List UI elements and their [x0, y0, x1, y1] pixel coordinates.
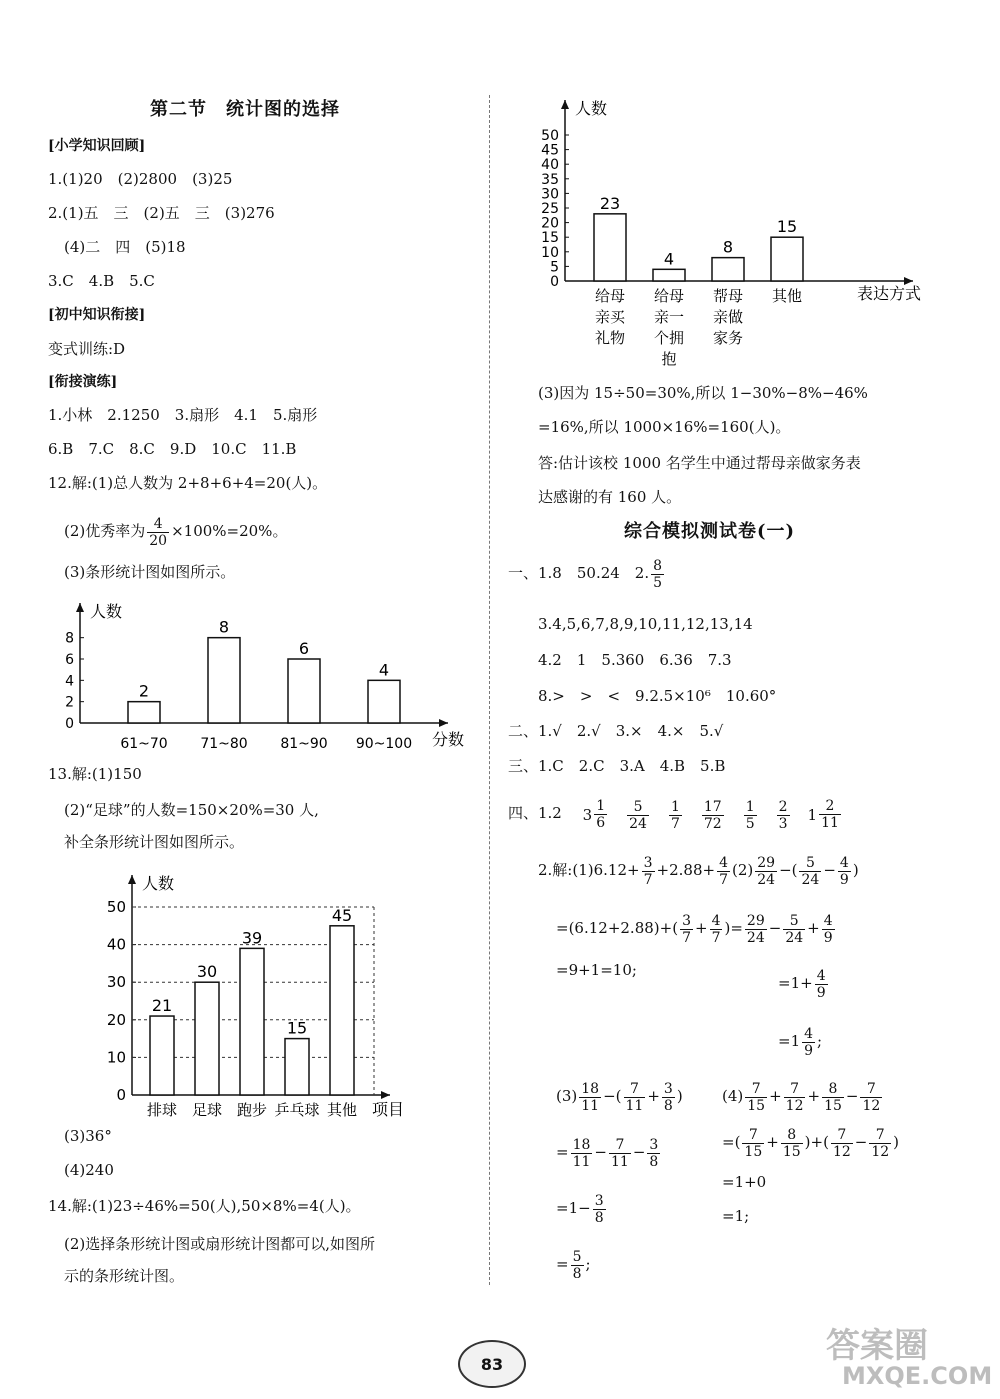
calc2-2b: + — [694, 919, 708, 937]
calc3-4a: = — [556, 1255, 569, 1273]
watermark-text: MXQE.COM — [842, 1362, 993, 1390]
y-tick-label: 40 — [541, 157, 559, 174]
s4-fraction-part — [777, 799, 790, 832]
watermark-logo: 答案圈 — [826, 1326, 928, 1366]
q12-line-2 — [64, 514, 287, 549]
calc3-label: (3) — [556, 1087, 578, 1105]
y-axis-label: 人数 — [90, 602, 123, 621]
calc4-2c: )+( — [804, 1133, 829, 1151]
q13-line-1: 13.解:(1)150 — [48, 765, 142, 783]
calc2-t3: −( — [779, 861, 798, 879]
s4-fraction — [700, 796, 726, 832]
s4-fraction-num: 1 — [596, 798, 606, 814]
y-axis-arrow — [76, 603, 84, 612]
r-answer-b: 达感谢的有 160 人。 — [538, 488, 682, 506]
bar-value-label: 15 — [776, 217, 798, 237]
calc2-t5: ) — [852, 861, 859, 879]
test-title: 综合模拟测试卷(一) — [624, 521, 796, 542]
s4-fraction-den: 11 — [821, 815, 839, 831]
s4-fraction-part — [702, 799, 724, 832]
s2-line: 二、1.√ 2.√ 3.× 4.× 5.√ — [508, 722, 724, 740]
category-label: 61~70 — [120, 736, 168, 752]
q12-line-1: 12.解:(1)总人数为 2+8+6+4=20(人)。 — [48, 474, 328, 492]
calc3-4b: ; — [585, 1255, 591, 1273]
calc2-line-2: =(6.12+2.88)+( $\frac{3}{7}$ + $\frac{4}{7}$ )= $\frac{29}{24}$ − $\frac{5}{24}$ + $\frac{4}{9}$ — [556, 912, 833, 946]
y-tick-label: 0 — [550, 274, 559, 290]
y-tick-label: 35 — [541, 171, 559, 188]
y-tick-label: 10 — [106, 1048, 126, 1067]
s4-fraction-num: 1 — [745, 798, 755, 815]
s4-fraction-num: 17 — [703, 798, 722, 815]
frac-29-24: $\frac{29}{24}$ — [757, 854, 776, 888]
calc2-t1: +2.88+ — [656, 861, 716, 879]
bar — [594, 214, 626, 281]
calc3-t2: + — [647, 1087, 660, 1105]
y-tick-label: 6 — [65, 652, 74, 668]
calc3-line-2: = $\frac{18}{11}$ − $\frac{7}{11}$ − $\frac{3}{8}$ — [556, 1136, 659, 1170]
bar-value-label: 8 — [722, 237, 734, 257]
bar-value-label: 4 — [378, 660, 390, 680]
calc3-2a: = — [556, 1143, 569, 1161]
q13-line-3: (3)36° — [64, 1127, 112, 1145]
s4-fraction-den: 7 — [670, 815, 680, 832]
calc2-4a: =1+ — [778, 974, 813, 992]
y-tick-label: 0 — [116, 1086, 126, 1104]
s1-fraction — [651, 558, 664, 591]
category-label: 给母 — [594, 287, 626, 305]
bar-value-label: 8 — [218, 617, 230, 637]
calc3-line-4: = $\frac{5}{8}$ ; — [556, 1248, 591, 1282]
y-tick-label: 4 — [65, 673, 74, 690]
y-tick-label: 30 — [106, 973, 126, 992]
category-label: 礼物 — [594, 329, 626, 347]
s4-fraction-den: 72 — [703, 815, 722, 832]
calc4-2d: − — [854, 1133, 868, 1151]
q13-line-2b: 补全条形统计图如图所示。 — [64, 833, 245, 851]
s4-fraction — [583, 796, 609, 833]
category-label: 跑步 — [236, 1101, 268, 1119]
q13-line-2: (2)“足球”的人数=150×20%=30 人, — [64, 801, 319, 819]
column-divider — [489, 95, 490, 1285]
calc4-line-3: =1+0 — [722, 1173, 767, 1191]
s4-fraction-part — [819, 798, 841, 831]
s1-line-4: 4.2 1 5.360 6.36 7.3 — [538, 651, 732, 669]
y-tick-label: 25 — [541, 201, 559, 217]
y-tick-label: 10 — [541, 244, 559, 261]
section-title: 第二节 统计图的选择 — [150, 99, 340, 120]
calc2-2a: =(6.12+2.88)+( — [556, 919, 679, 937]
calc3-3a: =1− — [556, 1199, 591, 1217]
s4-text: 四、1.2 — [508, 804, 562, 822]
y-tick-label: 2 — [65, 694, 74, 711]
q12-fraction-den: 20 — [149, 532, 168, 549]
y-tick-label: 30 — [541, 186, 559, 203]
bar — [208, 638, 240, 723]
y-tick-label: 15 — [541, 230, 559, 247]
bar — [150, 1016, 174, 1095]
category-label: 给母 — [653, 287, 685, 305]
calc4-t3: − — [845, 1087, 859, 1105]
bar — [368, 680, 400, 723]
s4-fraction-part — [669, 799, 682, 832]
variant-training: 变式训练:D — [48, 340, 126, 358]
y-tick-label: 5 — [550, 259, 559, 276]
s4-fraction-num: 2 — [778, 798, 788, 815]
s4-fraction — [625, 796, 651, 832]
calc4-line-4: =1; — [722, 1207, 750, 1225]
y-axis-label: 人数 — [142, 874, 175, 893]
category-label: 亲一 — [653, 308, 685, 326]
bar-value-label: 6 — [298, 639, 310, 658]
frac-4-7: $\frac{4}{7}$ — [719, 854, 728, 888]
bar — [330, 926, 354, 1095]
bar — [128, 702, 160, 723]
review-line-3: (4)二 四 (5)18 — [64, 238, 186, 256]
r-q3-line-b: =16%,所以 1000×16%=160(人)。 — [538, 418, 791, 436]
s4-fraction-part — [594, 798, 607, 831]
y-tick-label: 50 — [106, 898, 126, 916]
bar — [288, 659, 320, 723]
calc2-t4: − — [823, 861, 836, 879]
category-label: 亲买 — [594, 308, 626, 326]
category-label: 其他 — [771, 287, 803, 305]
y-axis-arrow — [128, 875, 136, 884]
s1-line-1 — [508, 556, 666, 591]
y-tick-label: 45 — [541, 142, 559, 159]
q12-text-pre: (2)优秀率为 — [64, 522, 146, 540]
calc3-line-3: =1− $\frac{3}{8}$ — [556, 1192, 604, 1226]
bar — [712, 258, 744, 281]
calc3-2b: − — [594, 1143, 607, 1161]
r-q3-line-a: (3)因为 15÷50=30%,所以 1−30%−8%−46% — [538, 384, 868, 402]
bar — [285, 1039, 309, 1095]
s1-fraction-num: 8 — [653, 557, 663, 574]
s4-fraction — [742, 796, 759, 832]
bar — [653, 269, 685, 281]
review-line-2: 2.(1)五 三 (2)五 三 (3)276 — [48, 204, 275, 222]
category-label: 个拥 — [653, 329, 685, 347]
score-bar-chart — [40, 595, 480, 755]
s1-line-3: 3.4,5,6,7,8,9,10,11,12,13,14 — [538, 615, 753, 633]
calc2-2d: − — [768, 919, 782, 937]
s3-line: 三、1.C 2.C 3.A 4.B 5.B — [508, 757, 726, 775]
category-label: 帮母 — [712, 287, 744, 305]
practice-line-2: 6.B 7.C 8.C 9.D 10.C 11.B — [48, 440, 297, 458]
y-tick-label: 8 — [65, 630, 74, 647]
bar — [195, 982, 219, 1095]
y-tick-label: 40 — [106, 935, 126, 954]
s4-fraction-num: 1 — [670, 798, 680, 815]
page-number: 83 — [458, 1340, 526, 1388]
category-label: 乒乓球 — [274, 1101, 320, 1119]
calc3-line-1: (3) $\frac{18}{11}$ −( $\frac{7}{11}$ + $\frac{3}{8}$ ) — [556, 1080, 683, 1114]
q14-line-2b: 示的条形统计图。 — [64, 1267, 185, 1285]
s4-fraction-whole: 1 — [807, 805, 818, 824]
x-axis-label: 项目 — [372, 1100, 405, 1119]
s4-fraction-num: 5 — [627, 799, 649, 816]
heading-review: [小学知识回顾] — [48, 138, 146, 154]
x-axis-label: 分数 — [432, 730, 465, 749]
q13-line-4: (4)240 — [64, 1161, 114, 1179]
s4-fraction-den: 6 — [596, 815, 606, 831]
bar-value-label: 30 — [196, 962, 218, 982]
s1-text: 一、1.8 50.24 2. — [508, 564, 650, 582]
calc2-2c: )= — [724, 919, 743, 937]
calc2-t2: (2) — [731, 861, 754, 879]
practice-line-1: 1.小林 2.1250 3.扇形 4.1 5.扇形 — [48, 406, 318, 424]
bar-value-label: 2 — [138, 681, 150, 701]
category-label: 排球 — [146, 1101, 178, 1119]
calc2-line-1 — [538, 852, 859, 888]
q12-text-post: ×100%=20%。 — [171, 522, 288, 540]
q14-line-1: 14.解:(1)23÷46%=50(人),50×8%=4(人)。 — [48, 1197, 361, 1215]
category-label: 足球 — [191, 1101, 223, 1119]
bar-value-label: 21 — [151, 996, 173, 1016]
category-label: 81~90 — [280, 736, 328, 752]
y-tick-label: 0 — [65, 716, 74, 732]
s4-fraction-den: 3 — [778, 815, 788, 832]
calc2-line-3: =9+1=10; — [556, 961, 637, 979]
category-label: 亲做 — [712, 308, 744, 326]
gratitude-bar-chart — [525, 95, 945, 370]
s4-line — [508, 795, 843, 833]
x-axis-arrow — [381, 1091, 390, 1099]
calc4-line-1: (4) $\frac{7}{15}$ + $\frac{7}{12}$ + $\frac{8}{15}$ − $\frac{7}{12}$ — [722, 1080, 881, 1114]
calc4-t2: + — [807, 1087, 821, 1105]
y-axis-arrow — [561, 100, 569, 109]
bar-value-label: 39 — [241, 928, 263, 948]
s4-fraction — [667, 796, 684, 832]
s4-fraction-whole: 3 — [582, 805, 593, 824]
bar — [240, 948, 264, 1095]
q14-line-2: (2)选择条形统计图或扇形统计图都可以,如图所 — [64, 1235, 376, 1253]
calc4-label: (4) — [722, 1087, 744, 1105]
calc4-t1: + — [769, 1087, 782, 1105]
category-label: 其他 — [326, 1101, 358, 1119]
review-line-4: 3.C 4.B 5.C — [48, 272, 155, 290]
s4-fraction-num: 2 — [819, 798, 841, 815]
x-axis-label: 表达方式 — [857, 284, 922, 303]
category-label: 90~100 — [355, 736, 413, 752]
x-axis-arrow — [439, 719, 448, 727]
frac-4-9: $\frac{4}{9}$ — [839, 854, 849, 888]
bar-value-label: 45 — [331, 905, 353, 925]
heading-practice: [衔接演练] — [48, 374, 118, 390]
q12-line-3: (3)条形统计图如图所示。 — [64, 563, 236, 581]
category-label: 抱 — [661, 350, 677, 368]
calc4-2a: =( — [722, 1133, 741, 1151]
calc4-2e: ) — [893, 1133, 900, 1151]
frac-5-24: $\frac{5}{24}$ — [801, 854, 820, 888]
calc2-line-4: =1+ $\frac{4}{9}$ — [778, 967, 826, 1001]
calc2-label: 2.解:(1)6.12+ — [538, 861, 640, 879]
s1-fraction-den: 5 — [653, 574, 663, 591]
s1-line-8: 8.> > < 9.2.5×10⁶ 10.60° — [538, 687, 777, 705]
calc4-line-2: =( $\frac{7}{15}$ + $\frac{8}{15}$ )+( $\frac{7}{12}$ − $\frac{7}{12}$ ) — [722, 1126, 900, 1160]
calc2-5b: ; — [817, 1032, 823, 1050]
y-tick-label: 20 — [541, 215, 559, 232]
s4-fraction-part — [627, 799, 649, 832]
y-tick-label: 20 — [106, 1010, 126, 1029]
calc2-2e: + — [807, 919, 820, 937]
q12-fraction — [147, 516, 169, 549]
bar-value-label: 15 — [286, 1018, 308, 1038]
calc3-t1: −( — [603, 1087, 622, 1105]
bar — [771, 237, 803, 281]
y-tick-label: 50 — [541, 128, 559, 144]
frac-3-7: $\frac{3}{7}$ — [643, 854, 653, 888]
s4-fraction — [775, 796, 792, 832]
s4-fraction-part — [744, 799, 757, 832]
s4-fraction-den: 24 — [629, 815, 647, 832]
sport-bar-chart — [100, 865, 430, 1130]
r-answer-a: 答:估计该校 1000 名学生中通过帮母亲做家务表 — [538, 454, 861, 472]
calc3-2c: − — [632, 1143, 646, 1161]
bar-value-label: 4 — [663, 249, 675, 269]
review-line-1: 1.(1)20 (2)2800 (3)25 — [48, 170, 233, 188]
calc4-2b: + — [766, 1133, 779, 1151]
calc2-5a: =1 — [778, 1032, 801, 1050]
category-label: 家务 — [712, 329, 744, 347]
bar-value-label: 23 — [599, 193, 621, 213]
category-label: 71~80 — [200, 736, 248, 752]
y-axis-label: 人数 — [575, 99, 608, 118]
calc3-t3: ) — [676, 1087, 683, 1105]
q12-fraction-num: 4 — [147, 516, 169, 533]
s4-fraction — [808, 796, 843, 833]
calc2-line-5: =1 $\frac{4}{9}$ ; — [778, 1025, 823, 1059]
s4-fraction-den: 5 — [745, 815, 755, 832]
heading-link: [初中知识衔接] — [48, 307, 146, 323]
